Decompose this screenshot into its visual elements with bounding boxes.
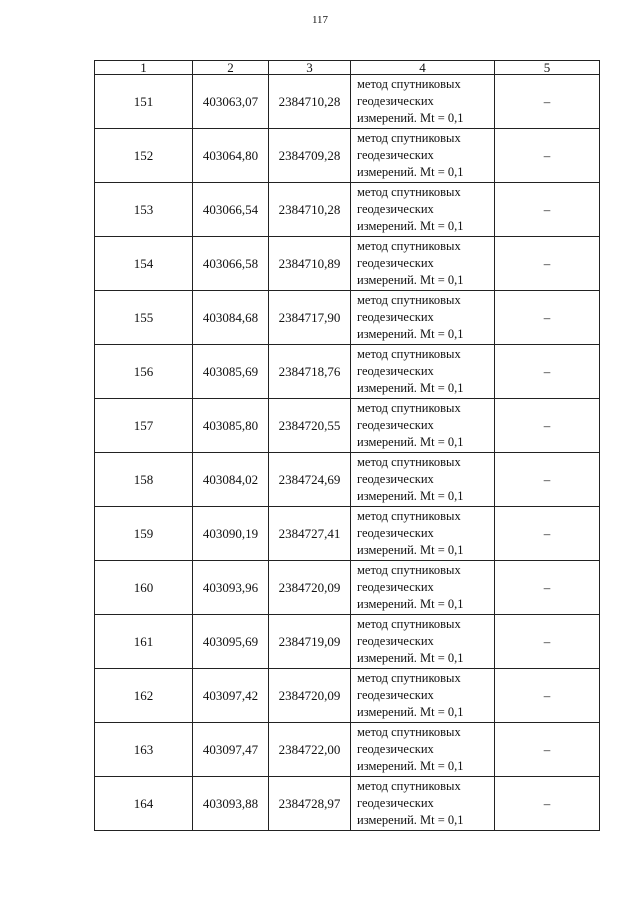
note-cell: –: [495, 723, 600, 777]
table-row: [95, 777, 600, 831]
table-row: [95, 669, 600, 723]
method-line: геодезических: [357, 634, 434, 648]
method-line: геодезических: [357, 310, 434, 324]
point-number-cell: 153: [95, 183, 193, 237]
y-coordinate-cell: 2384718,76: [269, 345, 351, 399]
x-coordinate-cell: 403064,80: [193, 129, 269, 183]
y-coordinate-cell: 2384720,55: [269, 399, 351, 453]
point-number-cell: 155: [95, 291, 193, 345]
method-cell: [351, 183, 495, 237]
method-cell: [351, 723, 495, 777]
note-cell: –: [495, 507, 600, 561]
x-coordinate-cell: 403090,19: [193, 507, 269, 561]
table-row: [95, 237, 600, 291]
note-cell: –: [495, 75, 600, 129]
method-line: метод спутниковых: [357, 563, 461, 577]
method-line: геодезических: [357, 256, 434, 270]
table-row: [95, 615, 600, 669]
method-line: геодезических: [357, 364, 434, 378]
method-line: измерений. Mt = 0,1: [357, 543, 464, 557]
method-line: геодезических: [357, 742, 434, 756]
column-header-5: 5: [495, 61, 600, 75]
x-coordinate-cell: 403063,07: [193, 75, 269, 129]
coordinates-table: [94, 60, 600, 831]
x-coordinate-cell: 403093,96: [193, 561, 269, 615]
note-cell: –: [495, 453, 600, 507]
method-cell: [351, 777, 495, 831]
table-row: [95, 75, 600, 129]
y-coordinate-cell: 2384722,00: [269, 723, 351, 777]
method-line: геодезических: [357, 580, 434, 594]
note-cell: –: [495, 561, 600, 615]
method-line: геодезических: [357, 796, 434, 810]
method-line: метод спутниковых: [357, 131, 461, 145]
method-line: метод спутниковых: [357, 509, 461, 523]
table-row: [95, 183, 600, 237]
method-line: геодезических: [357, 472, 434, 486]
method-line: метод спутниковых: [357, 725, 461, 739]
y-coordinate-cell: 2384724,69: [269, 453, 351, 507]
method-line: измерений. Mt = 0,1: [357, 651, 464, 665]
method-line: геодезических: [357, 526, 434, 540]
point-number-cell: 151: [95, 75, 193, 129]
table-row: [95, 399, 600, 453]
method-line: измерений. Mt = 0,1: [357, 489, 464, 503]
method-line: измерений. Mt = 0,1: [357, 273, 464, 287]
note-cell: –: [495, 615, 600, 669]
method-cell: [351, 291, 495, 345]
method-cell: [351, 669, 495, 723]
x-coordinate-cell: 403085,80: [193, 399, 269, 453]
method-line: измерений. Mt = 0,1: [357, 759, 464, 773]
y-coordinate-cell: 2384720,09: [269, 669, 351, 723]
method-line: геодезических: [357, 688, 434, 702]
method-cell: [351, 453, 495, 507]
column-header-1: 1: [95, 61, 193, 75]
point-number-cell: 161: [95, 615, 193, 669]
method-cell: [351, 615, 495, 669]
point-number-cell: 156: [95, 345, 193, 399]
note-cell: –: [495, 669, 600, 723]
x-coordinate-cell: 403066,54: [193, 183, 269, 237]
method-line: измерений. Mt = 0,1: [357, 381, 464, 395]
x-coordinate-cell: 403084,68: [193, 291, 269, 345]
y-coordinate-cell: 2384710,89: [269, 237, 351, 291]
page-number: 117: [311, 14, 329, 26]
method-line: геодезических: [357, 148, 434, 162]
method-line: метод спутниковых: [357, 455, 461, 469]
table-row: [95, 129, 600, 183]
method-line: измерений. Mt = 0,1: [357, 111, 464, 125]
y-coordinate-cell: 2384727,41: [269, 507, 351, 561]
method-cell: [351, 345, 495, 399]
column-header-2: 2: [193, 61, 269, 75]
method-cell: [351, 399, 495, 453]
method-line: метод спутниковых: [357, 401, 461, 415]
method-line: метод спутниковых: [357, 617, 461, 631]
method-cell: [351, 561, 495, 615]
method-cell: [351, 129, 495, 183]
note-cell: –: [495, 129, 600, 183]
y-coordinate-cell: 2384719,09: [269, 615, 351, 669]
method-line: геодезических: [357, 418, 434, 432]
method-line: метод спутниковых: [357, 293, 461, 307]
method-line: измерений. Mt = 0,1: [357, 597, 464, 611]
method-line: метод спутниковых: [357, 779, 461, 793]
point-number-cell: 159: [95, 507, 193, 561]
y-coordinate-cell: 2384717,90: [269, 291, 351, 345]
table-row: [95, 561, 600, 615]
x-coordinate-cell: 403097,42: [193, 669, 269, 723]
x-coordinate-cell: 403097,47: [193, 723, 269, 777]
note-cell: –: [495, 237, 600, 291]
method-cell: [351, 507, 495, 561]
method-line: метод спутниковых: [357, 185, 461, 199]
column-header-4: 4: [351, 61, 495, 75]
x-coordinate-cell: 403085,69: [193, 345, 269, 399]
method-line: измерений. Mt = 0,1: [357, 327, 464, 341]
note-cell: –: [495, 399, 600, 453]
note-cell: –: [495, 345, 600, 399]
point-number-cell: 154: [95, 237, 193, 291]
method-line: измерений. Mt = 0,1: [357, 813, 464, 827]
method-line: измерений. Mt = 0,1: [357, 705, 464, 719]
y-coordinate-cell: 2384710,28: [269, 75, 351, 129]
method-line: метод спутниковых: [357, 239, 461, 253]
note-cell: –: [495, 291, 600, 345]
table-row: [95, 723, 600, 777]
point-number-cell: 163: [95, 723, 193, 777]
method-line: метод спутниковых: [357, 347, 461, 361]
point-number-cell: 152: [95, 129, 193, 183]
y-coordinate-cell: 2384728,97: [269, 777, 351, 831]
method-line: геодезических: [357, 94, 434, 108]
table-body: [95, 75, 600, 831]
point-number-cell: 162: [95, 669, 193, 723]
x-coordinate-cell: 403066,58: [193, 237, 269, 291]
method-cell: [351, 75, 495, 129]
point-number-cell: 158: [95, 453, 193, 507]
method-line: измерений. Mt = 0,1: [357, 435, 464, 449]
y-coordinate-cell: 2384709,28: [269, 129, 351, 183]
method-line: метод спутниковых: [357, 671, 461, 685]
y-coordinate-cell: 2384710,28: [269, 183, 351, 237]
x-coordinate-cell: 403095,69: [193, 615, 269, 669]
point-number-cell: 160: [95, 561, 193, 615]
point-number-cell: 157: [95, 399, 193, 453]
x-coordinate-cell: 403093,88: [193, 777, 269, 831]
table-header-row: [95, 61, 600, 75]
table-row: [95, 453, 600, 507]
y-coordinate-cell: 2384720,09: [269, 561, 351, 615]
note-cell: –: [495, 183, 600, 237]
method-line: метод спутниковых: [357, 77, 461, 91]
table-row: [95, 291, 600, 345]
table-row: [95, 345, 600, 399]
method-line: измерений. Mt = 0,1: [357, 219, 464, 233]
method-line: измерений. Mt = 0,1: [357, 165, 464, 179]
column-header-3: 3: [269, 61, 351, 75]
x-coordinate-cell: 403084,02: [193, 453, 269, 507]
table-row: [95, 507, 600, 561]
note-cell: –: [495, 777, 600, 831]
method-cell: [351, 237, 495, 291]
point-number-cell: 164: [95, 777, 193, 831]
method-line: геодезических: [357, 202, 434, 216]
